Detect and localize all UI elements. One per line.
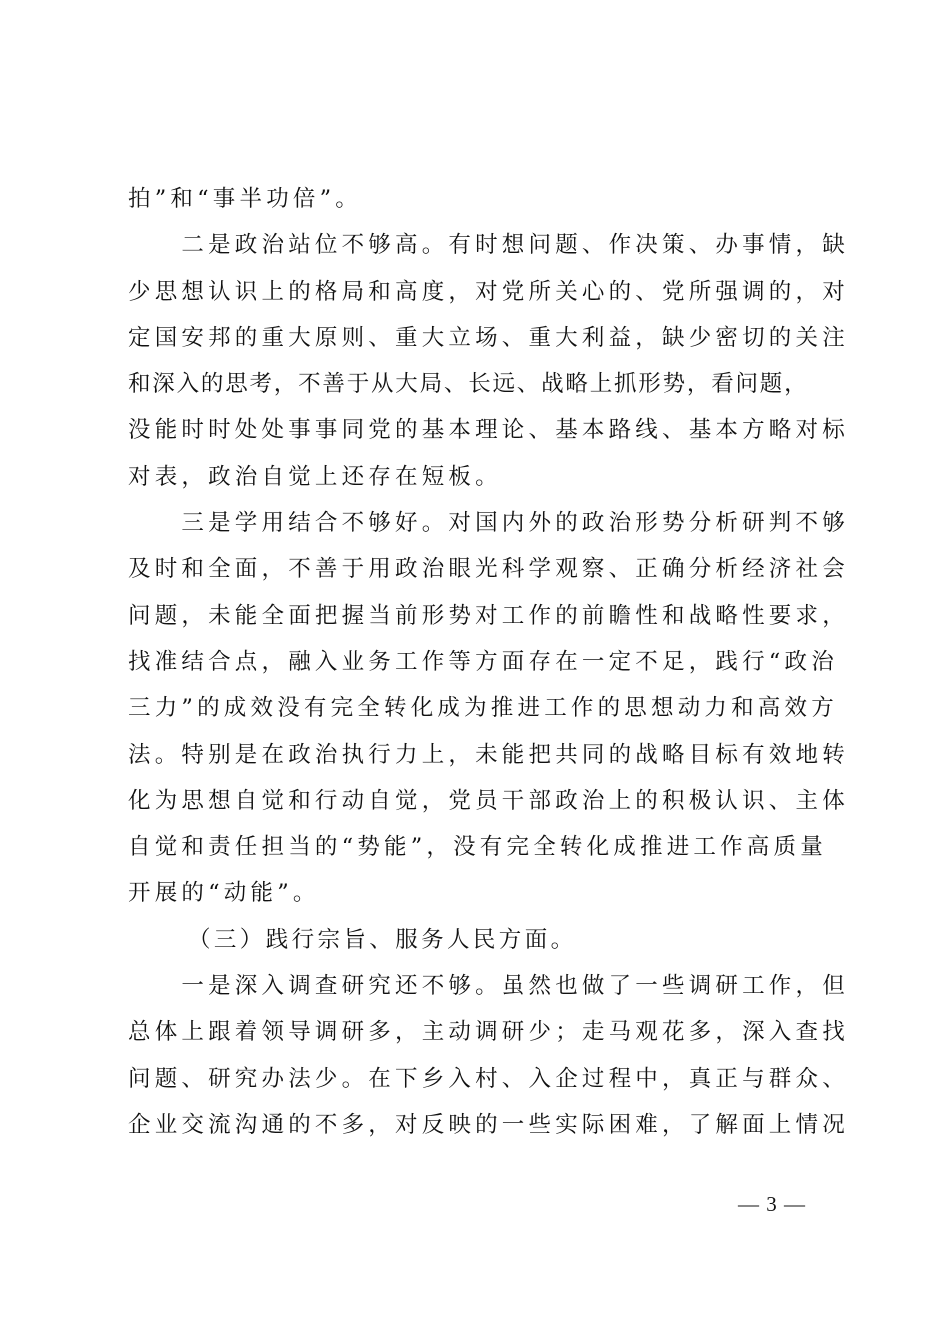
page-number: — 3 — xyxy=(738,1192,806,1216)
text-line: 问题，未能全面把握当前形势对工作的前瞻性和战略性要求， xyxy=(128,602,849,629)
text-line: 三力”的成效没有完全转化成为推进工作的思想动力和高效方 xyxy=(128,695,838,722)
text-line: 二是政治站位不够高。有时想问题、作决策、办事情，缺 xyxy=(128,232,849,259)
text-line: 一是深入调查研究还不够。虽然也做了一些调研工作，但 xyxy=(128,973,849,1000)
text-line: 总体上跟着领导调研多，主动调研少；走马观花多，深入查找 xyxy=(128,1019,849,1046)
text-line: 开展的“动能”。 xyxy=(128,880,320,907)
text-line: 定国安邦的重大原则、重大立场、重大利益，缺少密切的关注 xyxy=(128,324,849,351)
text-line: 找准结合点，融入业务工作等方面存在一定不足，践行“政治 xyxy=(128,648,838,675)
text-line: 和深入的思考，不善于从大局、长远、战略上抓形势，看问题， xyxy=(128,371,809,398)
text-line: 三是学用结合不够好。对国内外的政治形势分析研判不够 xyxy=(128,510,849,537)
text-line: 法。特别是在政治执行力上，未能把共同的战略目标有效地转 xyxy=(128,741,849,768)
text-line: 问题、研究办法少。在下乡入村、入企过程中，真正与群众、 xyxy=(128,1065,849,1092)
text-line: 拍”和“事半功倍”。 xyxy=(128,186,363,212)
section-heading: （三）践行宗旨、服务人民方面。 xyxy=(188,926,577,953)
text-line: 少思想认识上的格局和高度，对党所关心的、党所强调的，对 xyxy=(128,278,849,305)
text-line: 对表，政治自觉上还存在短板。 xyxy=(128,463,502,490)
text-line: 企业交流沟通的不多，对反映的一些实际困难，了解面上情况 xyxy=(128,1111,849,1138)
body-text xyxy=(128,176,849,1148)
text-line: 自觉和责任担当的“势能”，没有完全转化成推进工作高质量 xyxy=(128,834,827,861)
text-line: 及时和全面，不善于用政治眼光科学观察、正确分析经济社会 xyxy=(128,556,849,583)
text-line: 没能时时处处事事同党的基本理论、基本路线、基本方略对标 xyxy=(128,417,849,444)
text-line: 化为思想自觉和行动自觉，党员干部政治上的积极认识、主体 xyxy=(128,787,849,814)
